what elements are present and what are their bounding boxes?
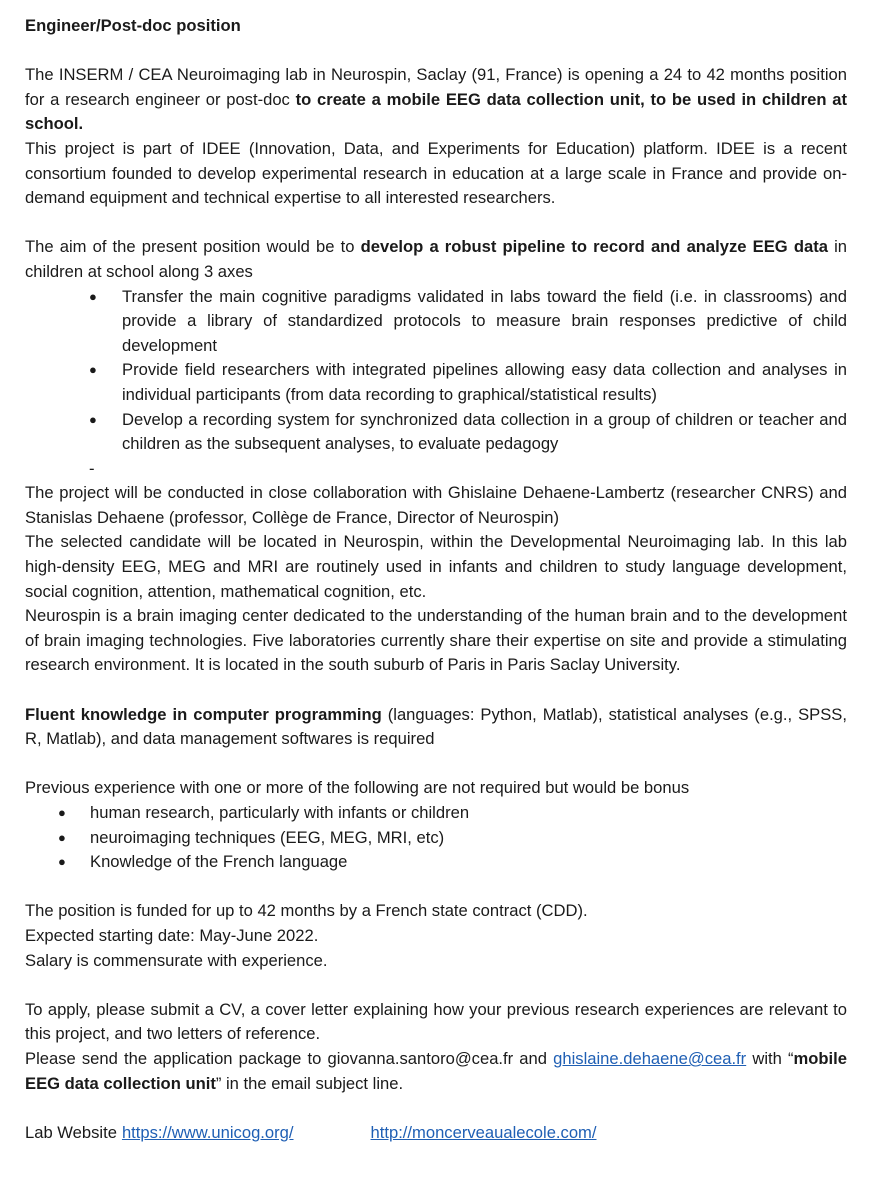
unicog-link[interactable]: https://www.unicog.org/ <box>121 1122 294 1142</box>
intro-paragraph <box>25 63 847 137</box>
idee-paragraph: This project is part of IDEE (Innovation, Data, and Experiments for Education) platform. IDEE is a recent consortium founded to develop experimental research in education at a large scale in France and provide on-demand equipment and technical expertise to all interested researchers. <box>25 138 847 208</box>
requirements-emphasis: Fluent knowledge in computer programming <box>25 704 382 724</box>
stray-dash: - <box>89 458 95 478</box>
bullet-icon: ● <box>58 829 66 845</box>
aim-emphasis: develop a robust pipeline to record and analyze EEG data <box>360 237 828 257</box>
list-item <box>25 408 847 457</box>
subject-emphasis: mobile EEG data collection unit <box>25 1048 847 1093</box>
bullet-icon: ● <box>58 805 66 820</box>
intro-emphasis: to create a mobile EEG data collection unit, to be used in children at school. <box>25 89 847 134</box>
list-item-text: human research, particularly with infants or children <box>90 803 470 822</box>
salary-line: Salary is commensurate with experience. <box>25 950 328 970</box>
send-text: Please send the application package to giovanna.santoro@cea.fr and <box>25 1048 554 1068</box>
page-title: Engineer/Post-doc position <box>25 16 241 35</box>
list-item-text: Develop a recording system for synchronized data collection in a group of children or teacher and children as the subsequent analyses, to evaluate pedagogy <box>122 409 847 454</box>
send-paragraph <box>25 1047 847 1096</box>
bullet-icon: ● <box>89 288 97 304</box>
document <box>25 14 847 1145</box>
list-item <box>25 850 847 875</box>
list-item-text: Transfer the main cognitive paradigms validated in labs toward the field (i.e. in classrooms) and provide a library of standardized protocols to measure brain responses predictive of child development <box>122 286 847 355</box>
list-item <box>25 285 847 359</box>
lab-website-label: Lab Website <box>25 1122 117 1142</box>
send-text-end: ” in the email subject line. <box>215 1073 404 1093</box>
bullet-icon: ● <box>58 854 66 870</box>
requirements-paragraph <box>25 703 847 752</box>
funding-line: The position is funded for up to 42 months by a French state contract (CDD). <box>25 901 588 921</box>
list-item-text: Knowledge of the French language <box>90 852 348 872</box>
requirements-text: (languages: Python, Matlab), statistical analyses (e.g., SPSS, R, Matlab), and data management softwares is required <box>25 704 847 749</box>
intro-text: The INSERM / CEA Neuroimaging lab in Neurospin, Saclay (91, France) is opening a 24 to 42 months position for a research engineer or post-doc <box>25 65 847 109</box>
lab-links <box>25 1121 847 1146</box>
send-text-mid: with “ <box>746 1048 794 1068</box>
apply-paragraph: To apply, please submit a CV, a cover letter explaining how your previous research experiences are relevant to this project, and two letters of reference. <box>25 999 847 1044</box>
list-item <box>25 358 847 407</box>
bonus-list <box>25 801 847 875</box>
bullet-icon: ● <box>89 362 97 378</box>
start-date-line: Expected starting date: May-June 2022. <box>25 925 319 945</box>
aim-text-end: in children at school along 3 axes <box>25 237 847 281</box>
list-item-text: neuroimaging techniques (EEG, MEG, MRI, etc) <box>90 827 445 847</box>
location-paragraph: The selected candidate will be located in Neurospin, within the Developmental Neuroimaging lab. In this lab high-density EEG, MEG and MRI are routinely used in infants and children to study language development, social cognition, attention, mathematical cognition, etc. <box>25 532 847 601</box>
aim-paragraph <box>25 235 847 284</box>
email-link[interactable]: ghislaine.dehaene@cea.fr <box>553 1048 747 1068</box>
collaboration-paragraph: The project will be conducted in close collaboration with Ghislaine Dehaene-Lambertz (researcher CNRS) and Stanislas Dehaene (professor, Collège de France, Director of Neurospin) <box>25 483 847 527</box>
neurospin-paragraph: Neurospin is a brain imaging center dedicated to the understanding of the human brain and to the development of brain imaging technologies. Five laboratories currently share their expertise on site and provide a stimulating research environment. It is located in the south suburb of Paris in Paris Saclay University. <box>25 606 847 675</box>
list-item <box>25 826 847 851</box>
list-item-text: Provide field researchers with integrated pipelines allowing easy data collection and analyses in individual participants (from data recording to graphical/statistical results) <box>122 360 847 404</box>
list-item <box>25 801 847 826</box>
aim-axes-list <box>25 285 847 457</box>
bullet-icon: ● <box>89 411 97 427</box>
moncerveau-link[interactable]: http://moncerveaualecole.com/ <box>370 1122 597 1142</box>
aim-text: The aim of the present position would be to <box>25 237 361 257</box>
bonus-intro: Previous experience with one or more of the following are not required but would be bonus <box>25 778 690 798</box>
